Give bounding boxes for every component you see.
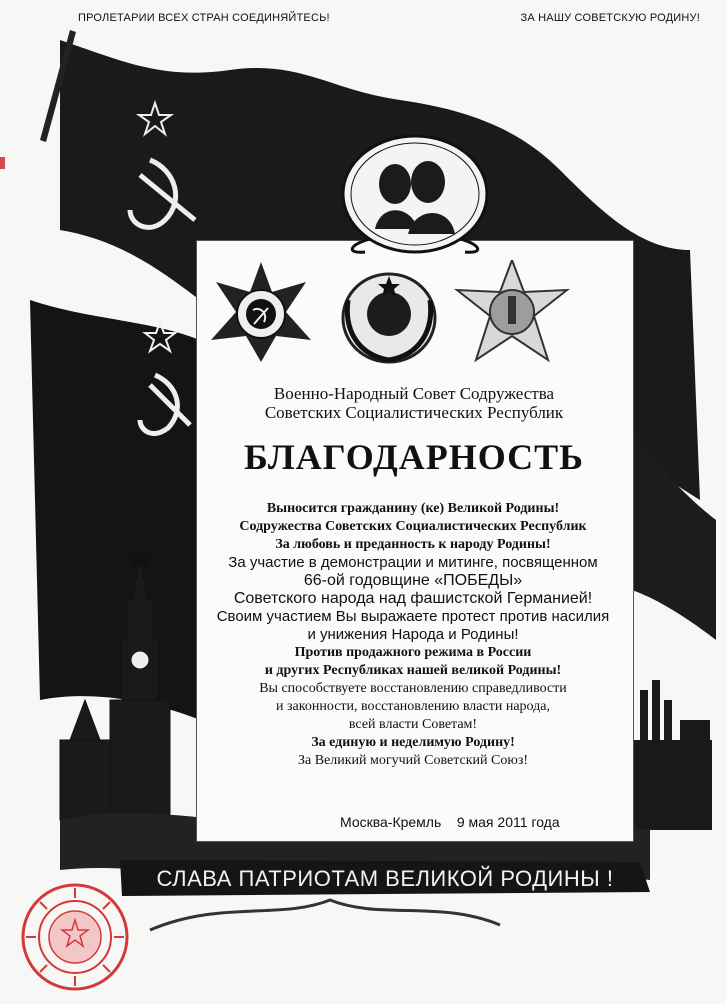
body-line: За единую и неделимую Родину!: [311, 735, 515, 750]
title-block: [196, 384, 632, 478]
slogan-right: ЗА НАШУ СОВЕТСКУЮ РОДИНУ!: [520, 12, 700, 24]
council-line-2: Советских Социалистических Республик: [264, 403, 564, 422]
body-line: и других Республиках нашей великой Родины!: [264, 663, 562, 678]
bottom-flourish: [150, 900, 500, 930]
factory-illustration: [632, 680, 712, 830]
body-line: Содружества Советских Социалистических Республик: [239, 519, 587, 534]
body-line: всей власти Советам!: [348, 717, 478, 732]
date: 9 мая 2011 года: [456, 814, 560, 830]
body-line: и законности, восстановлению власти народа,: [276, 699, 550, 714]
body-line: За любовь и преданность к народу Родины!: [275, 537, 551, 552]
order-of-victory-icon: [452, 260, 572, 364]
body-line: За Великий могучий Советский Союз!: [297, 753, 529, 768]
leaders-portrait-medallion: [340, 134, 490, 254]
body-line: и унижения Народа и Родины!: [307, 626, 519, 643]
body-line: За участие в демонстрации и митинге, посвященном: [228, 554, 598, 571]
body-line: Советского народа над фашистской Германией!: [233, 590, 593, 607]
order-of-patriotic-war-icon: [206, 262, 316, 362]
body-line: 66-ой годовщине «ПОБЕДЫ»: [303, 572, 523, 589]
slogan-left: ПРОЛЕТАРИИ ВСЕХ СТРАН СОЕДИНЯЙТЕСЬ!: [78, 12, 330, 24]
council-line-1: Военно-Народный Совет Содружества: [273, 384, 555, 403]
body-line: Против продажного режима в России: [294, 645, 532, 660]
ussr-coat-of-arms-icon: [336, 270, 442, 366]
round-red-stamp-icon: [20, 882, 130, 992]
signature-line: [340, 814, 560, 830]
body-line: Вы способствуете восстановлению справедливости: [259, 681, 567, 696]
body-line: Своим участием Вы выражаете протест против насилия: [216, 608, 610, 625]
lower-flag: [30, 300, 200, 720]
place: Москва-Кремль: [340, 814, 442, 830]
certificate-body: [198, 500, 628, 770]
certificate-title: БЛАГОДАРНОСТЬ: [244, 437, 584, 477]
bottom-banner-text: СЛАВА ПАТРИОТАМ ВЕЛИКОЙ РОДИНЫ !: [156, 866, 614, 891]
body-line: Выносится гражданину (ке) Великой Родины!: [266, 501, 560, 516]
